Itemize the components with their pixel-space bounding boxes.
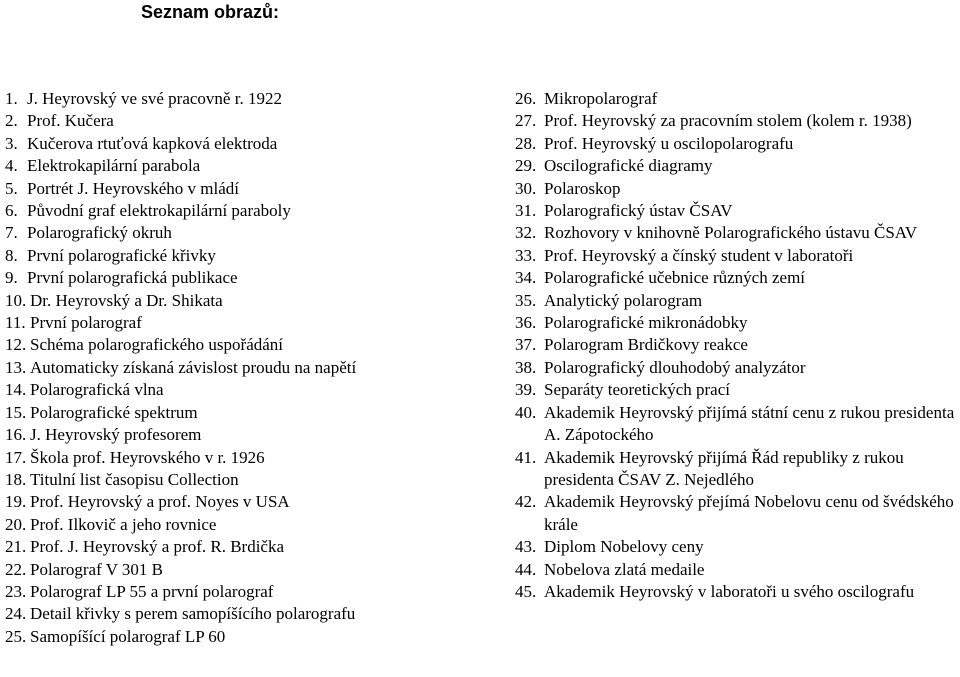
- item-number: 45.: [515, 581, 537, 601]
- list-item: [5, 178, 485, 200]
- list-item: [515, 290, 960, 312]
- list-item: [5, 491, 485, 513]
- list-item: [515, 178, 960, 200]
- list-item: [5, 603, 485, 625]
- item-caption: Mikropolarograf: [544, 89, 658, 108]
- list-item: [5, 222, 485, 244]
- item-caption: Titulní list časopisu Collection: [30, 469, 239, 489]
- item-caption: Prof. Heyrovský a čínský student v laboratoři: [544, 245, 854, 265]
- figure-list-right: [515, 88, 960, 603]
- item-caption: Automaticky získaná závislost proudu na napětí: [30, 357, 357, 377]
- list-item: [5, 200, 485, 222]
- item-number: 37.: [515, 335, 537, 355]
- item-caption: Polarografické spektrum: [30, 402, 198, 422]
- list-item: [515, 312, 960, 334]
- list-item: [5, 267, 485, 289]
- item-number: 42.: [515, 492, 537, 512]
- item-caption: Prof. Heyrovský za pracovním stolem (kolem r. 1938): [544, 111, 912, 131]
- item-number: 15.: [5, 402, 27, 422]
- item-number: 5.: [5, 178, 18, 198]
- list-item: [5, 514, 485, 536]
- item-number: 35.: [515, 290, 537, 310]
- item-number: 9.: [5, 268, 18, 288]
- item-number: 19.: [5, 492, 27, 512]
- list-item: [515, 245, 960, 267]
- item-caption: Polarografická vlna: [30, 380, 164, 400]
- item-caption: Akademik Heyrovský přijímá Řád republiky z rukou presidenta ČSAV Z. Nejedlého: [544, 447, 904, 489]
- item-caption: Polarograf LP 55 a první polarograf: [30, 581, 274, 601]
- item-caption: Diplom Nobelovy ceny: [544, 537, 704, 557]
- item-number: 24.: [5, 604, 27, 624]
- item-number: 4.: [5, 156, 18, 176]
- list-item: [515, 379, 960, 401]
- list-item: [5, 133, 485, 155]
- item-number: 33.: [515, 245, 537, 265]
- list-item: [515, 581, 960, 603]
- list-item: [5, 312, 485, 334]
- item-caption: Schéma polarografického uspořádání: [30, 335, 284, 355]
- item-caption: Polarografický dlouhodobý analyzátor: [544, 357, 806, 377]
- item-number: 18.: [5, 469, 27, 489]
- item-caption: Akademik Heyrovský v laboratoři u svého oscilografu: [544, 581, 915, 601]
- list-item: [515, 133, 960, 155]
- item-number: 27.: [515, 111, 537, 131]
- item-caption: Akademik Heyrovský přejímá Nobelovu cenu od švédského krále: [544, 492, 954, 534]
- figure-list-left: [5, 88, 485, 648]
- list-item: [5, 581, 485, 603]
- item-caption: Kučerova rtuťová kapková elektroda: [27, 133, 278, 153]
- list-item: [5, 626, 485, 648]
- item-number: 36.: [515, 313, 537, 333]
- list-item: [5, 290, 485, 312]
- item-caption: Akademik Heyrovský přijímá státní cenu z rukou presidenta A. Zápotockého: [544, 402, 955, 445]
- item-number: 32.: [515, 223, 537, 243]
- list-item: [5, 88, 485, 110]
- list-item: [515, 110, 960, 132]
- item-caption: První polarografická publikace: [27, 268, 238, 288]
- item-number: 30.: [515, 178, 537, 198]
- item-caption: J. Heyrovský ve své pracovně r. 1922: [27, 89, 282, 108]
- list-item: [515, 222, 960, 244]
- list-item: [515, 536, 960, 558]
- item-caption: Polarogram Brdičkovy reakce: [544, 335, 748, 355]
- list-item: [5, 402, 485, 424]
- item-caption: Původní graf elektrokapilární paraboly: [27, 201, 291, 221]
- list-item: [515, 88, 960, 110]
- item-number: 28.: [515, 133, 537, 153]
- item-number: 10.: [5, 290, 27, 310]
- item-number: 8.: [5, 245, 18, 265]
- item-caption: Oscilografické diagramy: [544, 156, 713, 176]
- item-caption: Dr. Heyrovský a Dr. Shikata: [30, 290, 223, 310]
- item-number: 26.: [515, 89, 537, 108]
- list-item: [515, 491, 960, 536]
- item-number: 41.: [515, 447, 537, 467]
- list-item: [5, 110, 485, 132]
- item-caption: Polarografické učebnice různých zemí: [544, 268, 806, 288]
- item-number: 39.: [515, 380, 537, 400]
- list-item: [515, 200, 960, 222]
- item-number: 38.: [515, 357, 537, 377]
- item-caption: Nobelova zlatá medaile: [544, 559, 705, 579]
- item-caption: Rozhovory v knihovně Polarografického ústavu ČSAV: [544, 223, 918, 243]
- list-item: [5, 559, 485, 581]
- item-number: 6.: [5, 201, 18, 221]
- list-item: [515, 267, 960, 289]
- item-number: 43.: [515, 537, 537, 557]
- item-number: 3.: [5, 133, 18, 153]
- item-caption: Samopíšící polarograf LP 60: [30, 626, 226, 646]
- item-number: 13.: [5, 357, 27, 377]
- item-number: 22.: [5, 559, 27, 579]
- item-caption: J. Heyrovský profesorem: [30, 425, 202, 445]
- list-item: [5, 357, 485, 379]
- list-item: [515, 559, 960, 581]
- item-caption: Prof. Heyrovský u oscilopolarografu: [544, 133, 794, 153]
- item-number: 20.: [5, 514, 27, 534]
- item-number: 12.: [5, 335, 27, 355]
- item-number: 16.: [5, 425, 27, 445]
- item-caption: Prof. Kučera: [27, 111, 114, 131]
- list-item: [515, 402, 960, 447]
- item-number: 44.: [515, 559, 537, 579]
- item-caption: Polarografický ústav ČSAV: [544, 201, 733, 221]
- list-item: [515, 155, 960, 177]
- list-item: [5, 245, 485, 267]
- page-title: Seznam obrazů:: [141, 2, 280, 22]
- item-number: 21.: [5, 537, 27, 557]
- item-caption: Elektrokapilární parabola: [27, 156, 201, 176]
- item-caption: Detail křivky s perem samopíšícího polarografu: [30, 604, 356, 624]
- list-item: [5, 379, 485, 401]
- item-number: 29.: [515, 156, 537, 176]
- item-caption: První polarografické křivky: [27, 245, 216, 265]
- item-number: 34.: [515, 268, 537, 288]
- item-number: 17.: [5, 447, 27, 467]
- list-item: [5, 155, 485, 177]
- item-caption: Portrét J. Heyrovského v mládí: [27, 178, 239, 198]
- item-caption: Prof. J. Heyrovský a prof. R. Brdička: [30, 537, 285, 557]
- item-number: 25.: [5, 626, 27, 646]
- list-item: [5, 469, 485, 491]
- item-number: 23.: [5, 581, 27, 601]
- list-item: [5, 424, 485, 446]
- item-caption: Polaroskop: [544, 178, 621, 198]
- list-item: [515, 334, 960, 356]
- list-item: [5, 536, 485, 558]
- item-caption: Škola prof. Heyrovského v r. 1926: [30, 447, 265, 467]
- item-caption: Polarografický okruh: [27, 223, 172, 243]
- list-item: [5, 447, 485, 469]
- list-item: [5, 334, 485, 356]
- item-caption: Prof. Heyrovský a prof. Noyes v USA: [30, 492, 290, 512]
- item-number: 7.: [5, 223, 18, 243]
- item-number: 14.: [5, 380, 27, 400]
- item-number: 1.: [5, 89, 18, 108]
- list-item: [515, 447, 960, 492]
- item-number: 11.: [5, 313, 26, 333]
- item-number: 40.: [515, 402, 537, 422]
- item-caption: Prof. Ilkovič a jeho rovnice: [30, 514, 217, 534]
- item-number: 2.: [5, 111, 18, 131]
- item-caption: Analytický polarogram: [544, 290, 703, 310]
- item-caption: První polarograf: [30, 313, 142, 333]
- item-number: 31.: [515, 201, 537, 221]
- list-item: [515, 357, 960, 379]
- item-caption: Separáty teoretických prací: [544, 380, 730, 400]
- item-caption: Polarograf V 301 B: [30, 559, 164, 579]
- item-caption: Polarografické mikronádobky: [544, 313, 748, 333]
